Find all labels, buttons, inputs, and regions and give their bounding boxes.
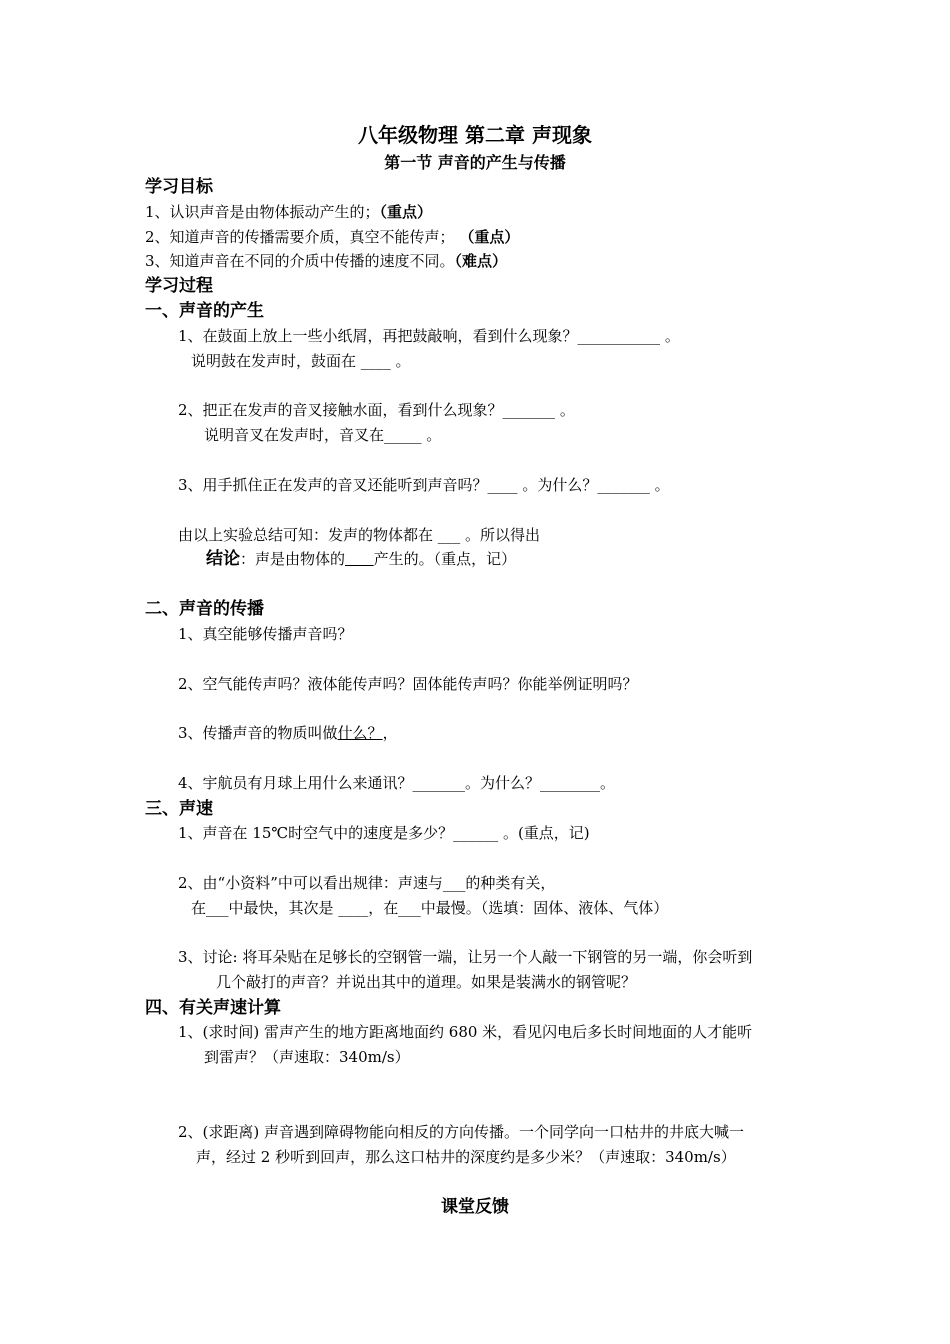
question-line: 2、由“小资料”中可以看出规律：声速与___的种类有关， [178, 874, 556, 892]
question-underlined: 什么？ [337, 724, 383, 742]
goal-item [145, 202, 432, 222]
goal-tag: （重点） [459, 228, 520, 246]
goal-text: 2、知道声音的传播需要介质，真空不能传声； [145, 228, 460, 246]
question-line: 1、声音在 15℃时空气中的速度是多少？______ 。(重点，记) [178, 824, 590, 842]
question-line: 2、把正在发声的音叉接触水面，看到什么现象？_______ 。 [178, 401, 575, 419]
summary-line: 由以上实验总结可知：发声的物体都在 ___ 。所以得出 [178, 526, 541, 544]
process-heading: 学习过程 [145, 276, 213, 296]
goal-text: 3、知道声音在不同的介质中传播的速度不同。 [145, 252, 455, 270]
question-line: 1、真空能够传播声音吗？ [178, 625, 353, 643]
conclusion-blank [345, 550, 374, 568]
question-line: 3、讨论: 将耳朵贴在足够长的空钢管一端，让另一个人敲一下钢管的另一端，你会听到 [178, 948, 753, 966]
section-heading: 二、声音的传播 [145, 599, 264, 619]
question-line: 2、(求距离) 声音遇到障碍物能向相反的方向传播。一个同学向一口枯井的井底大喊一 [178, 1123, 745, 1141]
question-line: 到雷声？（声速取：340m/s） [204, 1048, 410, 1066]
question-line: 在___中最快，其次是 ____，在___中最慢。（选填：固体、液体、气体） [191, 899, 669, 917]
section-subtitle: 第一节 声音的产生与传播 [384, 153, 566, 172]
goal-text: 1、认识声音是由物体振动产生的； [145, 203, 380, 221]
question-line [178, 723, 398, 743]
question-line: 声，经过 2 秒听到回声，那么这口枯井的深度约是多少米？（声速取：340m/s） [196, 1148, 736, 1166]
question-line: 几个敲打的声音？并说出其中的道理。如果是装满水的钢管呢？ [216, 973, 637, 991]
feedback-heading: 课堂反馈 [441, 1197, 509, 1217]
conclusion-text: ：声是由物体的 [240, 550, 346, 568]
question-text: 3、传播声音的物质叫做 [178, 724, 338, 742]
conclusion-label: 结论 [206, 549, 240, 569]
question-line: 1、在鼓面上放上一些小纸屑，再把鼓敲响，看到什么现象？___________ 。 [178, 327, 680, 345]
section-heading: 四、有关声速计算 [145, 998, 281, 1018]
question-line: 2、空气能传声吗？液体能传声吗？固体能传声吗？你能举例证明吗？ [178, 675, 638, 693]
question-line: 说明音叉在发声时，音叉在_____ 。 [204, 426, 442, 444]
goal-item [145, 251, 507, 271]
conclusion-text-end: 产生的。（重点，记） [373, 550, 517, 568]
question-text-end: ， [382, 724, 398, 742]
conclusion-line [206, 549, 516, 569]
question-line: 说明鼓在发声时，鼓面在 ____ 。 [191, 352, 411, 370]
goal-item [145, 227, 519, 247]
goal-tag: （难点） [454, 252, 508, 270]
goal-tag: （重点） [379, 203, 433, 221]
question-line: 4、宇航员有月球上用什么来通讯？_______。为什么？________。 [178, 774, 616, 792]
goals-heading: 学习目标 [145, 177, 213, 197]
page-title: 八年级物理 第二章 声现象 [358, 123, 592, 147]
section-heading: 三、声速 [145, 799, 213, 819]
section-heading: 一、声音的产生 [145, 301, 264, 321]
question-line: 1、(求时间) 雷声产生的地方距离地面约 680 米，看见闪电后多长时间地面的人才能听 [178, 1023, 753, 1041]
question-line: 3、用手抓住正在发声的音叉还能听到声音吗？____ 。为什么？_______ 。 [178, 476, 670, 494]
